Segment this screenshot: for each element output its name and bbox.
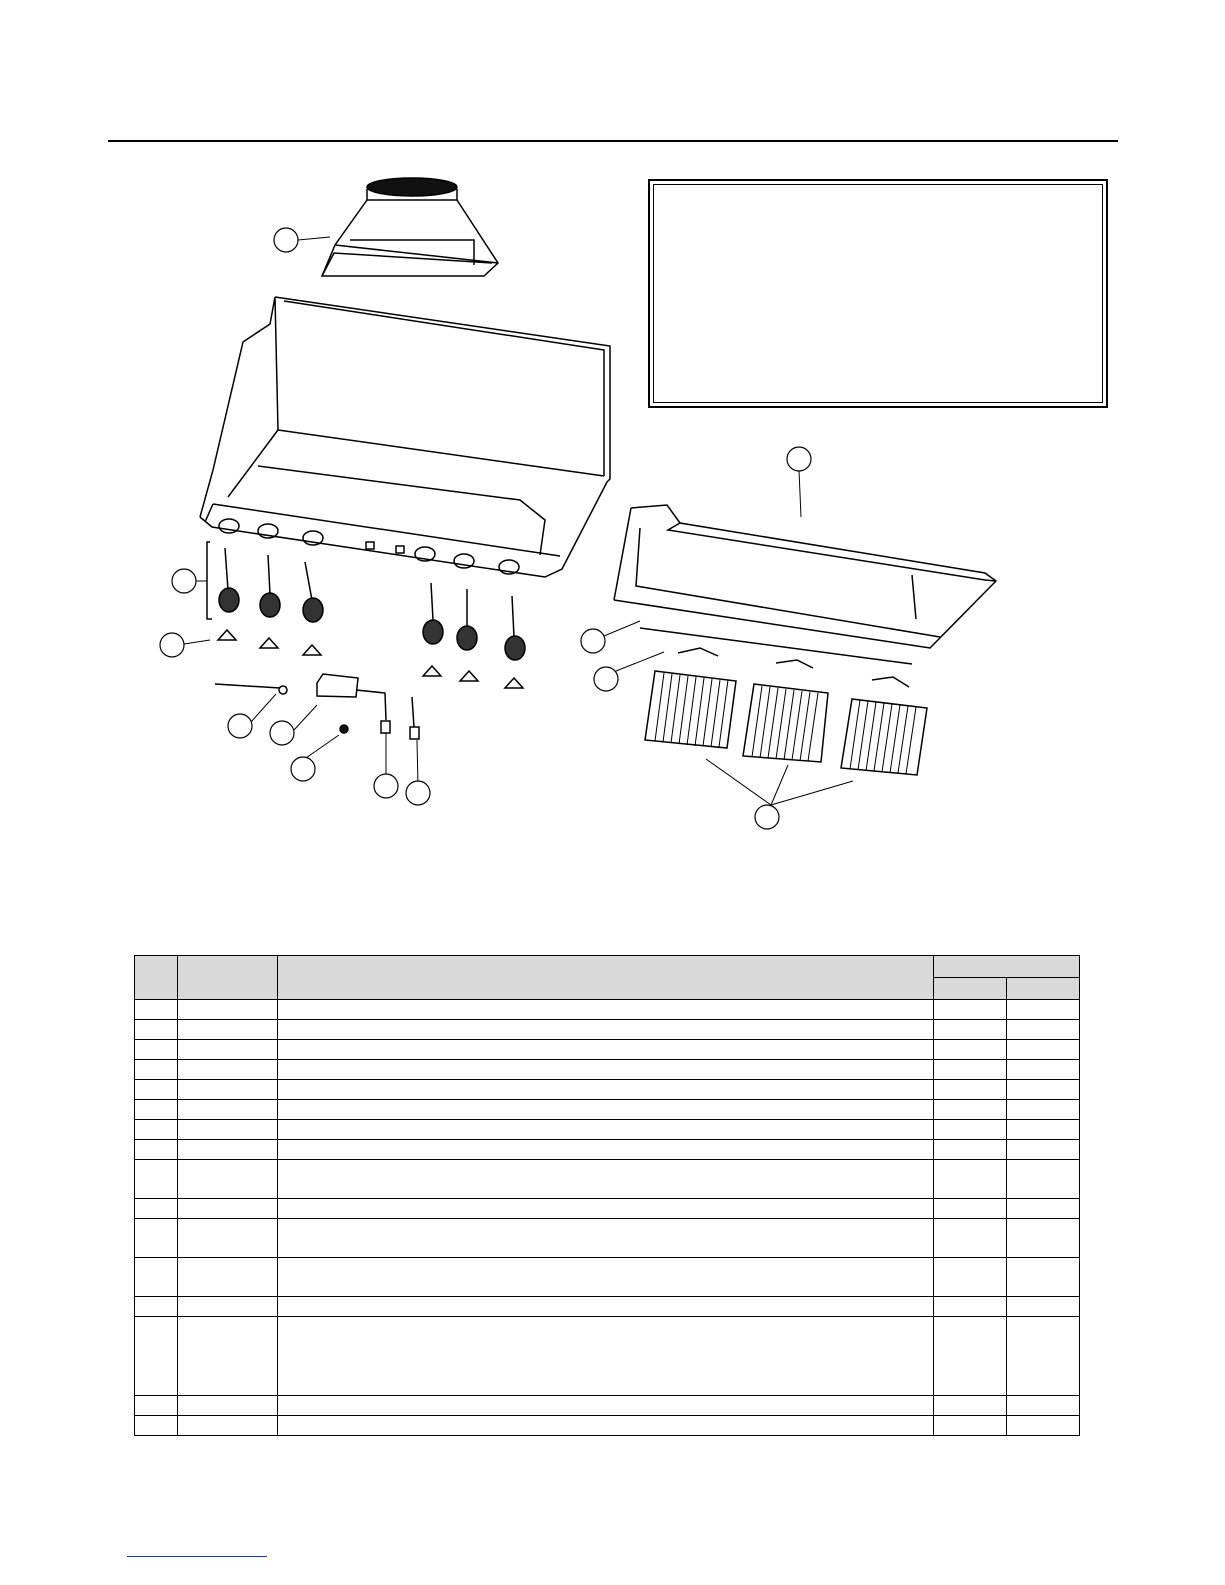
cell-part-no (178, 1258, 278, 1297)
cell-qty-b (1007, 1040, 1080, 1060)
table-row (135, 1000, 1080, 1020)
cell-description (278, 1297, 934, 1317)
cell-part-no (178, 1100, 278, 1120)
table-row (135, 1120, 1080, 1140)
cell-qty-b (1007, 1160, 1080, 1199)
cell-item (135, 1020, 178, 1040)
cell-item (135, 1416, 178, 1436)
cell-part-no (178, 1317, 278, 1396)
cell-part-no (178, 1219, 278, 1258)
cell-qty-b (1007, 1060, 1080, 1080)
cell-description (278, 1258, 934, 1297)
cell-part-no (178, 1000, 278, 1020)
table-row (135, 1219, 1080, 1258)
cell-description (278, 1080, 934, 1100)
cell-description (278, 1000, 934, 1020)
cell-qty-b (1007, 1219, 1080, 1258)
table-row (135, 1317, 1080, 1396)
table-row (135, 1100, 1080, 1120)
cell-description (278, 1100, 934, 1120)
table-row (135, 1199, 1080, 1219)
cell-description (278, 1199, 934, 1219)
cell-item (135, 1040, 178, 1060)
cell-description (278, 1040, 934, 1060)
cell-qty-b (1007, 1396, 1080, 1416)
cell-description (278, 1060, 934, 1080)
table-row (135, 1020, 1080, 1040)
cell-qty-b (1007, 1000, 1080, 1020)
footer-link[interactable] (127, 1556, 267, 1557)
cell-qty-b (1007, 1120, 1080, 1140)
cell-description (278, 1219, 934, 1258)
table-row (135, 1416, 1080, 1436)
table-row (135, 1060, 1080, 1080)
cell-item (135, 1060, 178, 1080)
header-item (135, 956, 178, 1000)
cell-qty-b (1007, 1199, 1080, 1219)
cell-qty-a (934, 1120, 1007, 1140)
table-row (135, 1140, 1080, 1160)
parts-table-body (135, 1000, 1080, 1436)
cell-qty-a (934, 1020, 1007, 1040)
cell-qty-a (934, 1060, 1007, 1080)
table-row (135, 1258, 1080, 1297)
baffle-filters (645, 671, 927, 775)
cell-item (135, 1100, 178, 1120)
cell-description (278, 1120, 934, 1140)
cell-qty-a (934, 1040, 1007, 1060)
cell-qty-b (1007, 1080, 1080, 1100)
cell-description (278, 1416, 934, 1436)
cell-qty-b (1007, 1258, 1080, 1297)
cell-item (135, 1160, 178, 1199)
cell-part-no (178, 1160, 278, 1199)
cell-item (135, 1120, 178, 1140)
table-row (135, 1040, 1080, 1060)
cell-qty-b (1007, 1416, 1080, 1436)
cell-qty-b (1007, 1140, 1080, 1160)
cell-qty-b (1007, 1100, 1080, 1120)
cell-part-no (178, 1199, 278, 1219)
cell-item (135, 1140, 178, 1160)
cell-part-no (178, 1020, 278, 1040)
cell-part-no (178, 1060, 278, 1080)
cell-qty-a (934, 1258, 1007, 1297)
header-qty-a (934, 978, 1007, 1000)
header-description (278, 956, 934, 1000)
header-part-no (178, 956, 278, 1000)
header-qty-b (1007, 978, 1080, 1000)
hood-body (200, 297, 610, 577)
cell-part-no (178, 1080, 278, 1100)
table-row (135, 1297, 1080, 1317)
cell-item (135, 1396, 178, 1416)
outer-shell (614, 505, 996, 664)
cell-qty-a (934, 1140, 1007, 1160)
cell-part-no (178, 1040, 278, 1060)
cell-item (135, 1317, 178, 1396)
cell-item (135, 1080, 178, 1100)
cell-item (135, 1000, 178, 1020)
cell-part-no (178, 1140, 278, 1160)
cell-part-no (178, 1297, 278, 1317)
cell-qty-a (934, 1000, 1007, 1020)
cell-item (135, 1219, 178, 1258)
cell-part-no (178, 1120, 278, 1140)
cell-description (278, 1396, 934, 1416)
cell-qty-a (934, 1317, 1007, 1396)
cell-item (135, 1199, 178, 1219)
cell-part-no (178, 1396, 278, 1416)
table-row (135, 1160, 1080, 1199)
cell-item (135, 1258, 178, 1297)
duct-transition (322, 178, 498, 276)
cell-qty-a (934, 1100, 1007, 1120)
cell-qty-b (1007, 1020, 1080, 1040)
cell-description (278, 1160, 934, 1199)
header-qty-group (934, 956, 1080, 978)
cell-description (278, 1020, 934, 1040)
light-sockets (207, 542, 525, 660)
cell-qty-a (934, 1080, 1007, 1100)
cell-qty-b (1007, 1297, 1080, 1317)
cell-qty-a (934, 1199, 1007, 1219)
cell-description (278, 1140, 934, 1160)
cell-description (278, 1317, 934, 1396)
table-row (135, 1396, 1080, 1416)
cell-qty-a (934, 1396, 1007, 1416)
notes-box (648, 179, 1108, 408)
cell-qty-a (934, 1416, 1007, 1436)
cell-qty-a (934, 1160, 1007, 1199)
table-row (135, 1080, 1080, 1100)
cell-item (135, 1297, 178, 1317)
cell-qty-a (934, 1219, 1007, 1258)
cell-part-no (178, 1416, 278, 1436)
cell-qty-a (934, 1297, 1007, 1317)
parts-table (134, 955, 1080, 1436)
cell-qty-b (1007, 1317, 1080, 1396)
